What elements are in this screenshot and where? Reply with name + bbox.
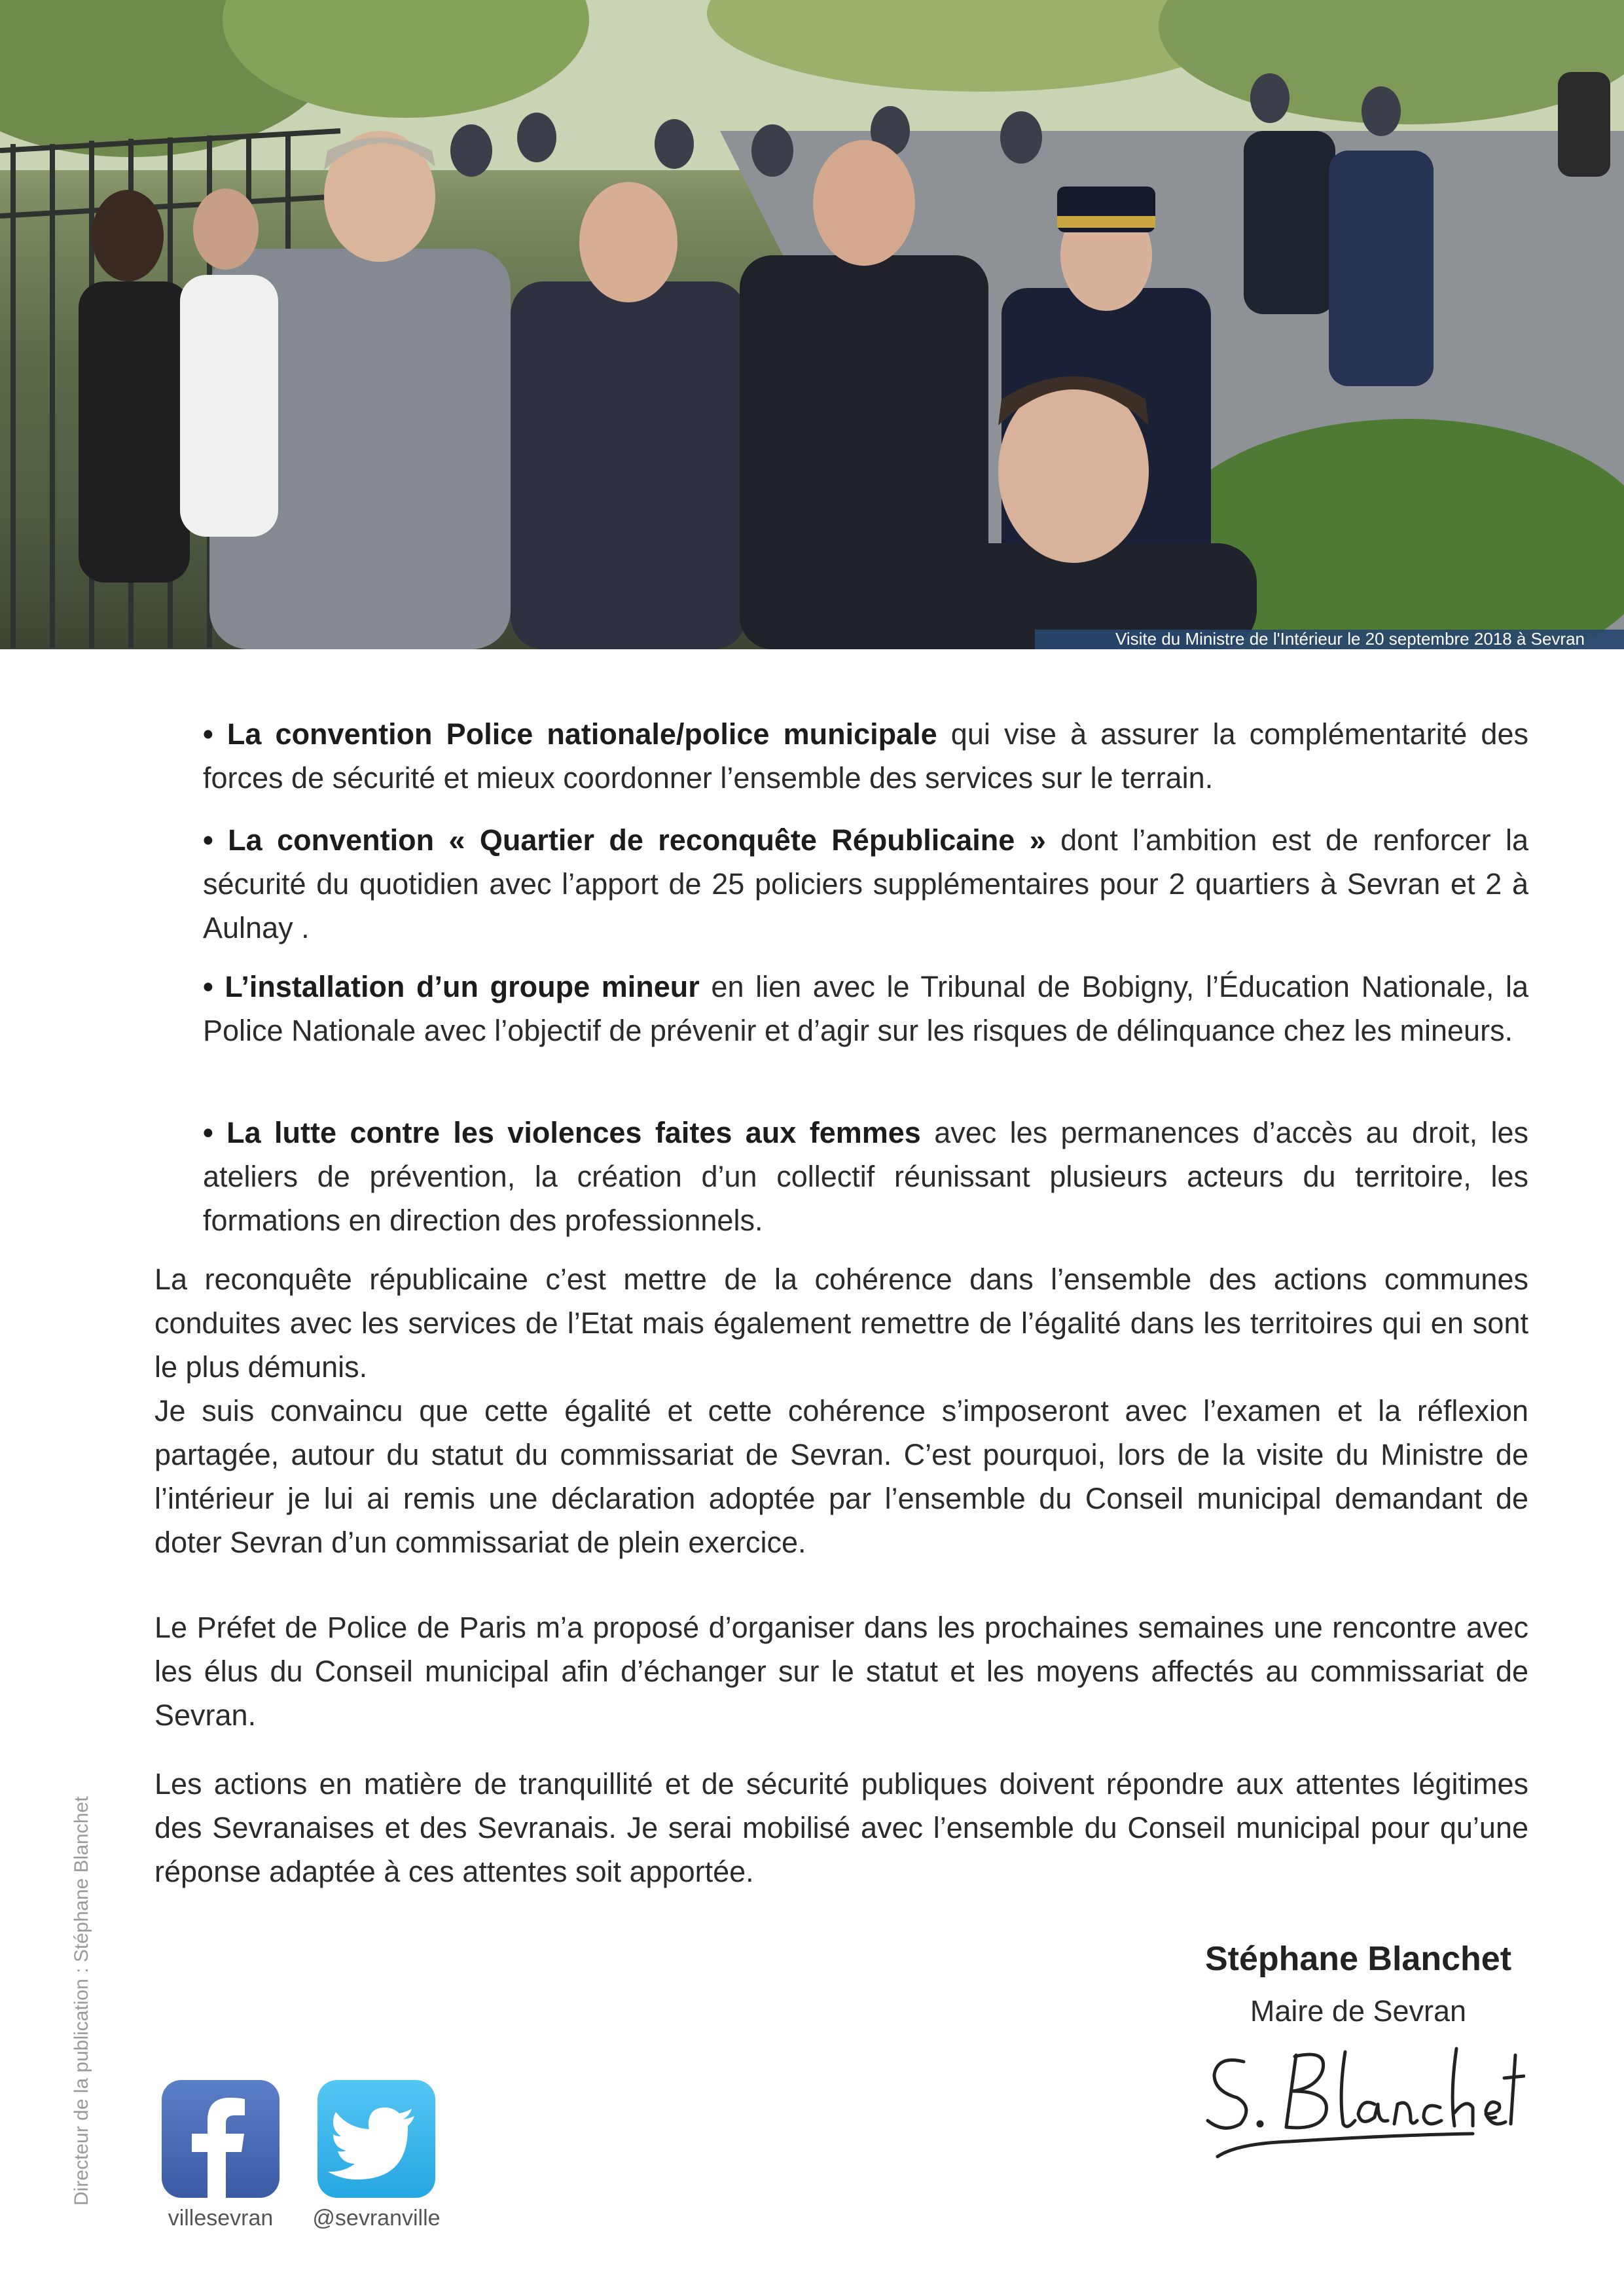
bullet-title: • La lutte contre les violences faites aux femmes xyxy=(203,1116,921,1149)
signatory-title: Maire de Sevran xyxy=(1250,1994,1467,2028)
bullet-title: • La convention Police nationale/police municipale xyxy=(203,717,937,751)
bullet-police-convention xyxy=(203,712,1528,800)
bullet-groupe-mineur xyxy=(203,965,1528,1052)
bullet-title: • La convention « Quartier de reconquête Républicaine » xyxy=(203,823,1046,857)
bullet-violences-femmes xyxy=(203,1111,1528,1242)
facebook-handle[interactable]: villesevran xyxy=(168,2206,274,2231)
paragraph-commissariat: Je suis convaincu que cette égalité et cette cohérence s’imposeront avec l’examen et la réflexion partagée, autour du statut du commissariat de Sevran. C’est pourquoi, lors de la visite du Ministre de l’intérieur je lui ai remis une déclaration adoptée par l’ensemble du Conseil municipal demandant de doter Sevran d’un commissariat de plein exercice. xyxy=(154,1394,1528,1559)
crowd-photo-illustration xyxy=(0,0,1624,649)
bullet-text: avec les permanences d’accès au droit, les ateliers de prévention, la création d’un collectif réunissant plusieurs acteurs du territoire, les formations en direction des professionnels. xyxy=(203,1116,1528,1237)
twitter-handle[interactable]: @sevranville xyxy=(312,2206,441,2231)
bullet-text: dont l’ambition est de renforcer la sécurité du quotidien avec l’apport de 25 policiers supplémentaires pour 2 quartiers à Sevran et 2 à Aulnay . xyxy=(203,823,1529,944)
photo-caption: Visite du Ministre de l'Intérieur le 20 septembre 2018 à Sevran xyxy=(1115,629,1585,649)
handwritten-signature xyxy=(1198,2036,1525,2173)
signatory-name: Stéphane Blanchet xyxy=(1204,1940,1512,1978)
paragraph-actions: Les actions en matière de tranquillité et de sécurité publiques doivent répondre aux attentes légitimes des Sevranaises et des Sevranais. Je serai mobilisé avec l’ensemble du Conseil municipal pour qu’une réponse adaptée à ces attentes soit apportée. xyxy=(154,1767,1528,1888)
bullet-text: qui vise à assurer la complémentarité des forces de sécurité et mieux coordonner l’ensemble des services sur le terrain. xyxy=(203,717,1528,795)
publication-credit: Directeur de la publication : Stéphane Blanchet xyxy=(71,1796,92,2206)
facebook-icon xyxy=(162,2080,280,2198)
paragraph-reconquete: La reconquête républicaine c’est mettre de la cohérence dans l’ensemble des actions communes conduites avec les services de l’Etat mais également remettre de l’égalité dans les territoires qui en sont le plus démunis. xyxy=(154,1263,1528,1384)
facebook-link[interactable] xyxy=(162,2080,280,2198)
twitter-icon xyxy=(317,2080,435,2198)
twitter-link[interactable] xyxy=(317,2080,435,2198)
paragraph-prefet: Le Préfet de Police de Paris m’a proposé d’organiser dans les prochaines semaines une rencontre avec les élus du Conseil municipal afin d’échanger sur le statut et les moyens affectés au commissariat de Sevran. xyxy=(154,1611,1528,1732)
bullet-title: • L’installation d’un groupe mineur xyxy=(203,970,700,1003)
bullet-reconquete-convention xyxy=(203,818,1528,950)
header-photo xyxy=(0,0,1624,649)
bullet-text: en lien avec le Tribunal de Bobigny, l’Éducation Nationale, la Police Nationale avec l’objectif de prévenir et d’agir sur les risques de délinquance chez les mineurs. xyxy=(203,970,1529,1047)
